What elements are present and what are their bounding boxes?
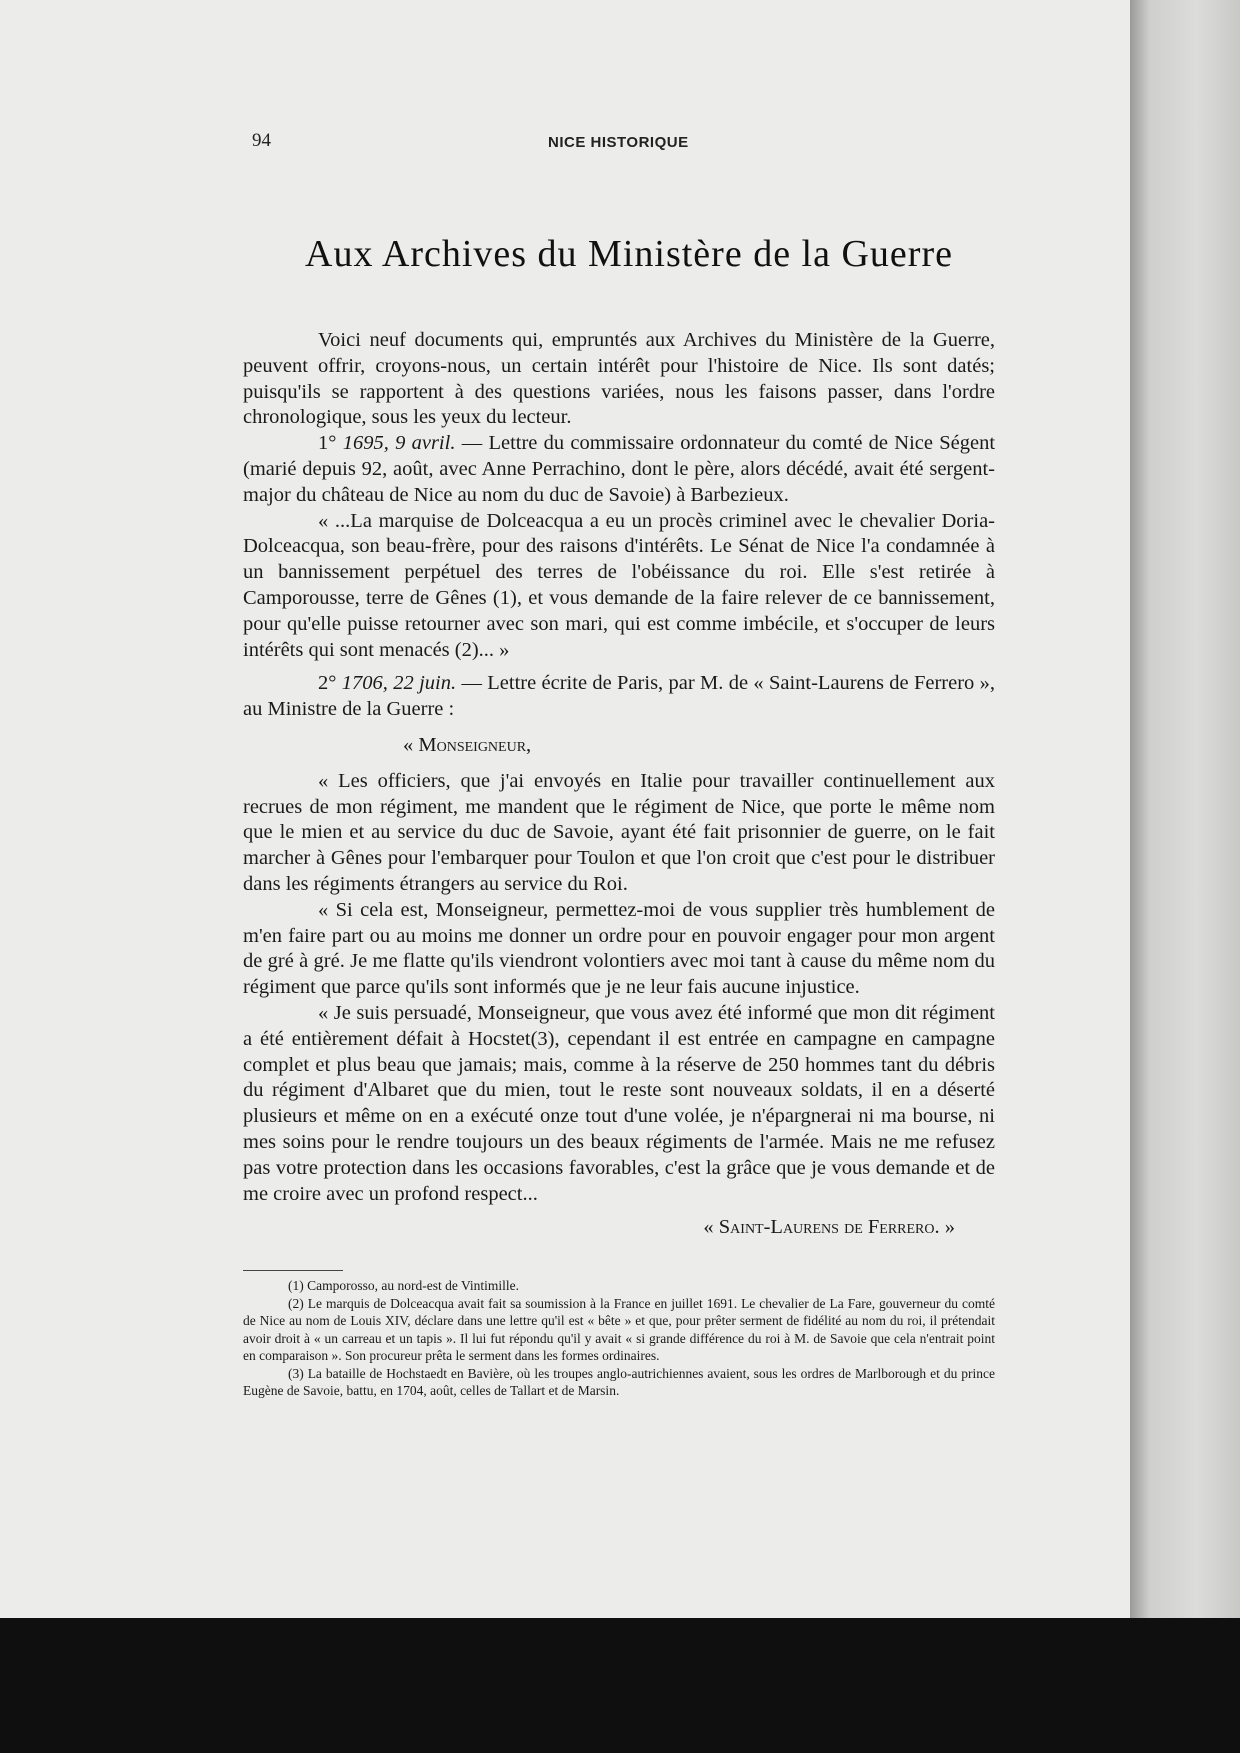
scanner-background xyxy=(0,1618,1240,1753)
running-head: NICE HISTORIQUE xyxy=(548,134,689,151)
document-1-date: 1695, 9 avril. xyxy=(342,432,456,455)
footnote-3: (3) La bataille de Hochstaedt en Bavière, où les troupes anglo-autrichiennes avaient, sous les ordres de Marlborough et du prince Eugène de Savoie, battu, en 1704, août, celles de Tallart et de Marsin. xyxy=(243,1365,995,1398)
article-body xyxy=(243,328,995,1241)
document-1-number: 1° xyxy=(318,432,337,455)
letter-salutation: « Monseigneur, xyxy=(403,733,532,756)
intro-paragraph: Voici neuf documents qui, empruntés aux Archives du Ministère de la Guerre, peuvent offrir, croyons-nous, un certain intérêt pour l'histoire de Nice. Ils sont datés; puisqu'ils se rapportent à des questions variées, nous les faisons passer, dans l'ordre chronologique, sous les yeux du lecteur. xyxy=(243,329,995,429)
document-2-text: — Lettre écrite de Paris, par M. de « Saint-Laurens de Ferrero », au Ministre de la Guerre : xyxy=(243,672,995,721)
document-2-heading xyxy=(243,671,995,723)
footnotes xyxy=(243,1277,995,1400)
article-title: Aux Archives du Ministère de la Guerre xyxy=(305,233,953,275)
footnote-divider xyxy=(243,1270,343,1271)
document-1-heading xyxy=(243,431,995,508)
letter-signature: « Saint-Laurens de Ferrero. » xyxy=(703,1216,955,1239)
footnote-2: (2) Le marquis de Dolceacqua avait fait sa soumission à la France en juillet 1691. Le chevalier de La Fare, gouverneur du comté de Nice au nom de Louis XIV, déclare dans une lettre qu'il est « bête » et que, pour prêter serment de fidélité au nom du roi, il prétendait avoir droit à « un carreau et un tapis ». Il lui fut répondu qu'il y avait « si grande différence du roi à M. de Savoie que cela n'entrait point en comparaison ». Son procureur prêta le serment dans les formes ordinaires. xyxy=(243,1295,995,1363)
footnote-1: (1) Camporosso, au nord-est de Vintimille. xyxy=(288,1278,520,1293)
letter-paragraph-2: « Si cela est, Monseigneur, permettez-moi de vous supplier très humblement de m'en faire part ou au moins me donner un ordre pour en pouvoir engager pour mon argent de gré à gré. Je me flatte qu'ils viendront volontiers avec moi tant à cause du même nom du régiment que parce qu'ils sont informés que je ne leur fais aucune injustice. xyxy=(243,898,995,999)
document-2-number: 2° xyxy=(318,672,337,695)
facing-page-edge xyxy=(1130,0,1240,1618)
document-2-date: 1706, 22 juin. xyxy=(341,672,457,695)
letter-paragraph-1: « Les officiers, que j'ai envoyés en Italie pour travailler continuellement aux recrues de mon régiment, me mandent que le régiment de Nice, que porte le même nom que le mien et au service du duc de Savoie, ayant été fait prisonnier de guerre, on le fait marcher à Gênes pour l'embarquer pour Toulon et que l'on croit que c'est pour le distribuer dans les régiments étrangers au service du Roi. xyxy=(243,769,995,895)
letter-paragraph-3: « Je suis persuadé, Monseigneur, que vous avez été informé que mon dit régiment a été entièrement défait à Hocstet(3), cependant il est entrée en campagne en campagne complet et plus beau que jamais; mais, comme à la réserve de 250 hommes tant du débris du régiment d'Albaret que du mien, tout le reste sont nouveaux soldats, il en a déserté plusieurs et même on en a exécuté onze tout d'une volée, je n'épargnerai ni ma bourse, ni mes soins pour le rendre toujours un des beaux régiments de l'armée. Mais ne me refusez pas votre protection dans les occasions favorables, c'est la grâce que je vous demande et de me croire avec un profond respect... xyxy=(243,1001,995,1205)
document-1-text: — Lettre du commissaire ordonnateur du comté de Nice Ségent (marié depuis 92, août, avec Anne Perrachino, dont le père, alors décédé, avait été sergent-major du château de Nice au nom du duc de Savoie) à Barbezieux. xyxy=(243,432,996,506)
document-1-quote: « ...La marquise de Dolceacqua a eu un procès criminel avec le chevalier Doria-Dolceacqua, son beau-frère, pour des raisons d'intérêts. Le Sénat de Nice l'a condamnée à un bannissement perpétuel des terres de l'obéissance du roi. Elle s'est retirée à Camporousse, terre de Gênes (1), et vous demande de la faire relever de ce bannissement, pour qu'elle puisse retourner avec son mari, qui est comme imbécile, et s'occuper de leurs intérêts qui sont menacés (2)... » xyxy=(243,509,995,661)
page-number: 94 xyxy=(252,130,271,151)
